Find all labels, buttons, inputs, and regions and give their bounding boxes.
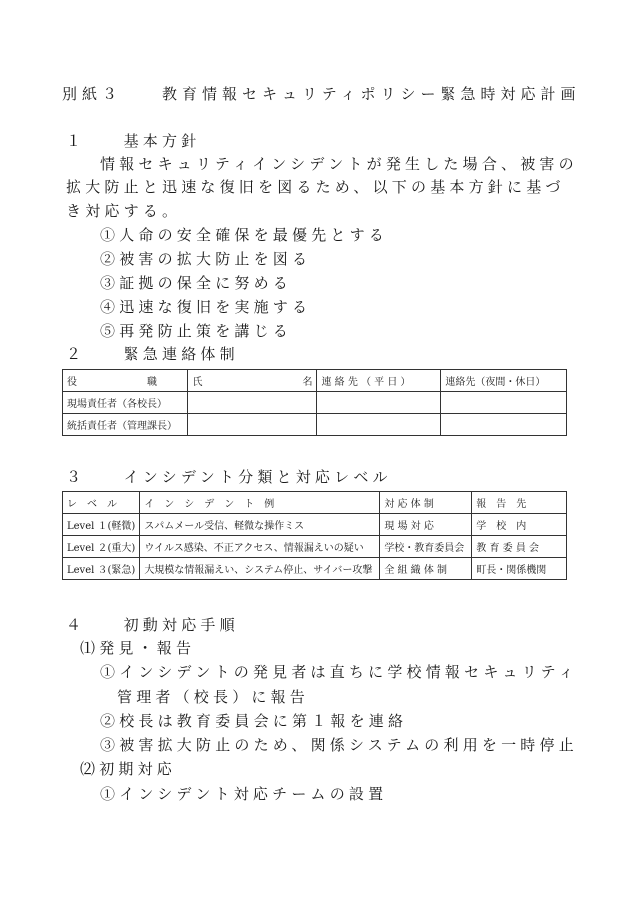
table-cell: 学 校 内	[472, 514, 567, 536]
table-header-cell: 連 絡 先 （ 平 日 ）	[317, 370, 441, 392]
table-row	[63, 536, 567, 558]
table-row	[63, 392, 567, 414]
procedure-item: ③被害拡大防止のため、関係システムの利用を一時停止	[100, 736, 578, 754]
table-header-row	[63, 370, 567, 392]
incident-level-table	[62, 491, 567, 580]
table-cell: 現 場 対 応	[380, 514, 472, 536]
table-header-cell: 連絡先（夜間・休日）	[441, 370, 567, 392]
procedure-item: ①インシデントの発見者は直ちに学校情報セキュリティ	[100, 663, 578, 681]
table-cell: スパムメール受信、軽微な操作ミス	[140, 514, 380, 536]
section-1-paragraph-line: 情報セキュリティインシデントが発生した場合、被害の	[100, 155, 578, 173]
contact-table	[62, 369, 567, 436]
table-cell: Level ３(緊急)	[63, 558, 140, 580]
table-cell: 町長・関係機関	[472, 558, 567, 580]
section-2-heading: ２ 緊急連絡体制	[66, 345, 239, 363]
table-cell	[188, 392, 317, 414]
table-cell	[441, 414, 567, 436]
table-cell: 学校・教育委員会	[380, 536, 472, 558]
table-cell: ウイルス感染、不正アクセス、情報漏えいの疑い	[140, 536, 380, 558]
subsection-heading: ⑵初期対応	[80, 760, 177, 778]
table-cell: 全 組 織 体 制	[380, 558, 472, 580]
table-header-cell: イ ン シ デ ン ト 例	[140, 492, 380, 514]
policy-item: ③証拠の保全に努める	[100, 274, 293, 292]
section-1-paragraph-line: 拡大防止と迅速な復旧を図るため、以下の基本方針に基づ	[66, 178, 565, 196]
table-cell: 教 育 委 員 会	[472, 536, 567, 558]
table-header-cell: 対 応 体 制	[380, 492, 472, 514]
table-header-row	[63, 492, 567, 514]
table-header-cell: レ ベ ル	[63, 492, 140, 514]
procedure-item-continuation: 管理者（校長）に報告	[117, 688, 310, 706]
section-1-heading: １ 基本方針	[66, 132, 201, 150]
table-cell	[317, 392, 441, 414]
table-cell: 大規模な情報漏えい、システム停止、サイバー攻撃	[140, 558, 380, 580]
policy-item: ⑤再発防止策を講じる	[100, 322, 293, 340]
policy-item: ①人命の安全確保を最優先とする	[100, 226, 389, 244]
policy-item: ④迅速な復旧を実施する	[100, 298, 312, 316]
table-header-cell: 報 告 先	[472, 492, 567, 514]
table-cell: 現場責任者（各校長）	[63, 392, 188, 414]
table-cell: Level １(軽微)	[63, 514, 140, 536]
table-header-cell: 役 職	[63, 370, 188, 392]
table-cell: Level ２(重大)	[63, 536, 140, 558]
subsection-heading: ⑴発見・報告	[80, 639, 196, 657]
table-row	[63, 514, 567, 536]
table-cell	[317, 414, 441, 436]
table-cell	[188, 414, 317, 436]
procedure-item: ①インシデント対応チームの設置	[100, 785, 388, 803]
section-1-paragraph-line: き対応する。	[66, 202, 182, 220]
table-row	[63, 558, 567, 580]
table-cell	[441, 392, 567, 414]
table-header-cell: 氏 名	[188, 370, 317, 392]
document-title: 別紙３ 教育情報セキュリティポリシー緊急時対応計画	[62, 85, 581, 103]
table-row	[63, 414, 567, 436]
section-3-heading: ３ インシデント分類と対応レベル	[66, 468, 392, 486]
section-4-heading: ４ 初動対応手順	[66, 616, 239, 634]
policy-item: ②被害の拡大防止を図る	[100, 250, 312, 268]
table-cell: 統括責任者（管理課長）	[63, 414, 188, 436]
procedure-item: ②校長は教育委員会に第１報を連絡	[100, 712, 408, 730]
